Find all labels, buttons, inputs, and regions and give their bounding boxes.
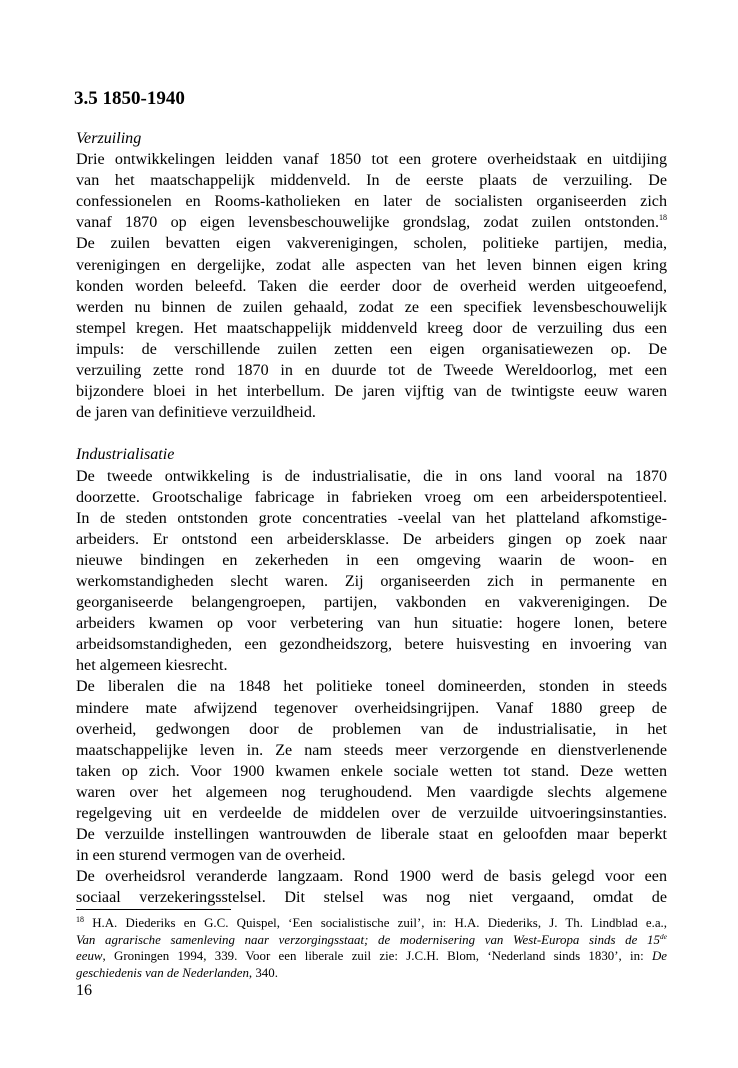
paragraph-line: Drie ontwikkelingen leidden vanaf 1850 tot een grotere overheidstaak en uitdijing [76, 151, 667, 169]
paragraph-line: overheid, gedwongen door de problemen van de industrialisatie, in het [76, 720, 667, 738]
paragraph-line: mindere mate afwijzend tegenover overheidsingrijpen. Vanaf 1880 greep de [76, 699, 667, 717]
paragraph-line [76, 212, 667, 233]
footnote-book-title: Van agrarische samenleving naar verzorgingsstaat; de modernisering van West-Europa sinds de 15 [76, 932, 660, 947]
paragraph-line: de jaren van definitieve verzuildheid. [76, 404, 316, 422]
footnote-line [76, 965, 667, 982]
paragraph-line: In de steden ontstonden grote concentraties -veelal van het platteland afkomstige- [76, 509, 667, 527]
paragraph-line: De overheidsrol veranderde langzaam. Rond 1900 werd de basis gelegd voor een [76, 868, 667, 886]
paragraph-line: konden worden beleefd. Taken die eerder door de overheid werden uitgeoefend, [76, 277, 667, 295]
footnote-text: , 340. [248, 965, 278, 980]
paragraph-line: van het maatschappelijk middenveld. In de eerste plaats de verzuiling. De [76, 172, 667, 190]
section-heading: 3.5 1850-1940 [74, 88, 185, 109]
paragraph-line: confessionelen en Rooms-katholieken en later de socialisten organiseerden zich [76, 193, 667, 211]
paragraph-line: werkomstandigheden slecht waren. Zij organiseerden zich in permanente en [76, 572, 667, 590]
paragraph-line-text: vanaf 1870 op eigen levensbeschouwelijke grondslag, zodat zuilen ontstonden. [76, 214, 659, 232]
paragraph-line: verzuiling zette rond 1870 in en duurde tot de Tweede Wereldoorlog, met een [76, 362, 667, 380]
paragraph-line: arbeiders kwamen op voor verbetering van hun situatie: hogere lonen, betere [76, 615, 667, 633]
subsection-title-industrialisatie: Industrialisatie [76, 446, 175, 464]
paragraph-line: De liberalen die na 1848 het politieke toneel domineerden, stonden in steeds [76, 678, 667, 696]
paragraph-line: De verzuilde instellingen wantrouwden de liberale staat en geloofden maar beperkt [76, 826, 667, 844]
footnote-superscript: de [659, 931, 667, 941]
subsection-title-verzuiling: Verzuiling [76, 130, 142, 147]
paragraph-line: arbeiders. Er ontstond een arbeidersklasse. De arbeiders gingen op zoek naar [76, 530, 667, 548]
paragraph-line: doorzette. Grootschalige fabricage in fabrieken vroeg om een arbeiderspotentieel. [76, 488, 667, 506]
footnote-text: , Groningen 1994, 339. Voor een liberale zuil zie: J.C.H. Blom, ‘Nederland sinds 1830’, in: [102, 949, 652, 964]
footnote-italic: De [651, 949, 667, 964]
paragraph-line: nieuwe bindingen en zekerheden in een omgeving waarin de woon- en [76, 551, 667, 569]
footnote-line [76, 948, 667, 965]
footnote-text: H.A. Diederiks en G.C. Quispel, ‘Een socialistische zuil’, in: H.A. Diederiks, J. Th. Lindblad e.a., [92, 916, 667, 930]
paragraph-line: het algemeen kiesrecht. [76, 657, 228, 675]
footnote-italic: geschiedenis van de Nederlanden [76, 965, 249, 980]
paragraph-line: arbeidsomstandigheden, een gezondheidszorg, betere huisvesting en invoering van [76, 636, 667, 654]
paragraph-line: taken op zich. Voor 1900 kwamen enkele sociale wetten tot stand. Deze wetten [76, 762, 667, 780]
footnote-line [76, 915, 667, 932]
paragraph-line: regelgeving uit en verdeelde de middelen over de verzuilde uitvoeringsinstanties. [76, 805, 667, 822]
paragraph-line: waren over het algemeen nog terughoudend. Men vaardigde slechts algemene [76, 783, 667, 801]
paragraph-line: bijzondere bloei in het interbellum. De jaren vijftig van de twintigste eeuw waren [76, 383, 667, 401]
paragraph-line: De tweede ontwikkeling is de industrialisatie, die in ons land vooral na 1870 [76, 467, 667, 485]
paragraph-line: maatschappelijke leven in. Ze nam steeds meer verzorgende en dienstverlenende [76, 741, 667, 759]
footnote-number: 18 [76, 915, 84, 924]
footnote-reference: 18 [659, 213, 667, 223]
paragraph-line: georganiseerde belangengroepen, partijen, vakbonden en vakverenigingen. De [76, 594, 667, 612]
footnote-italic: eeuw [76, 949, 103, 964]
footnote-separator [76, 909, 231, 910]
page-number: 16 [76, 982, 93, 999]
paragraph-line: sociaal verzekeringsstelsel. Dit stelsel was nog niet vergaand, omdat de [76, 889, 667, 907]
paragraph-line: impuls: de verschillende zuilen zetten een eigen organisatiewezen op. De [76, 340, 667, 358]
paragraph-line: verenigingen en dergelijke, zodat alle aspecten van het leven binnen eigen kring [76, 256, 667, 274]
paragraph-line: stempel kregen. Het maatschappelijk middenveld kreeg door de verzuiling dus een [76, 319, 667, 337]
paragraph-line: in een sturend vermogen van de overheid. [76, 847, 346, 865]
footnote-line [76, 932, 667, 949]
paragraph-line: werden nu binnen de zuilen gehaald, zodat ze een specifiek levensbeschouwelijk [76, 298, 667, 316]
body-text [76, 128, 667, 908]
paragraph-gap [76, 423, 667, 444]
footnote [76, 915, 667, 981]
paragraph-line: De zuilen bevatten eigen vakverenigingen, scholen, politieke partijen, media, [76, 235, 667, 253]
